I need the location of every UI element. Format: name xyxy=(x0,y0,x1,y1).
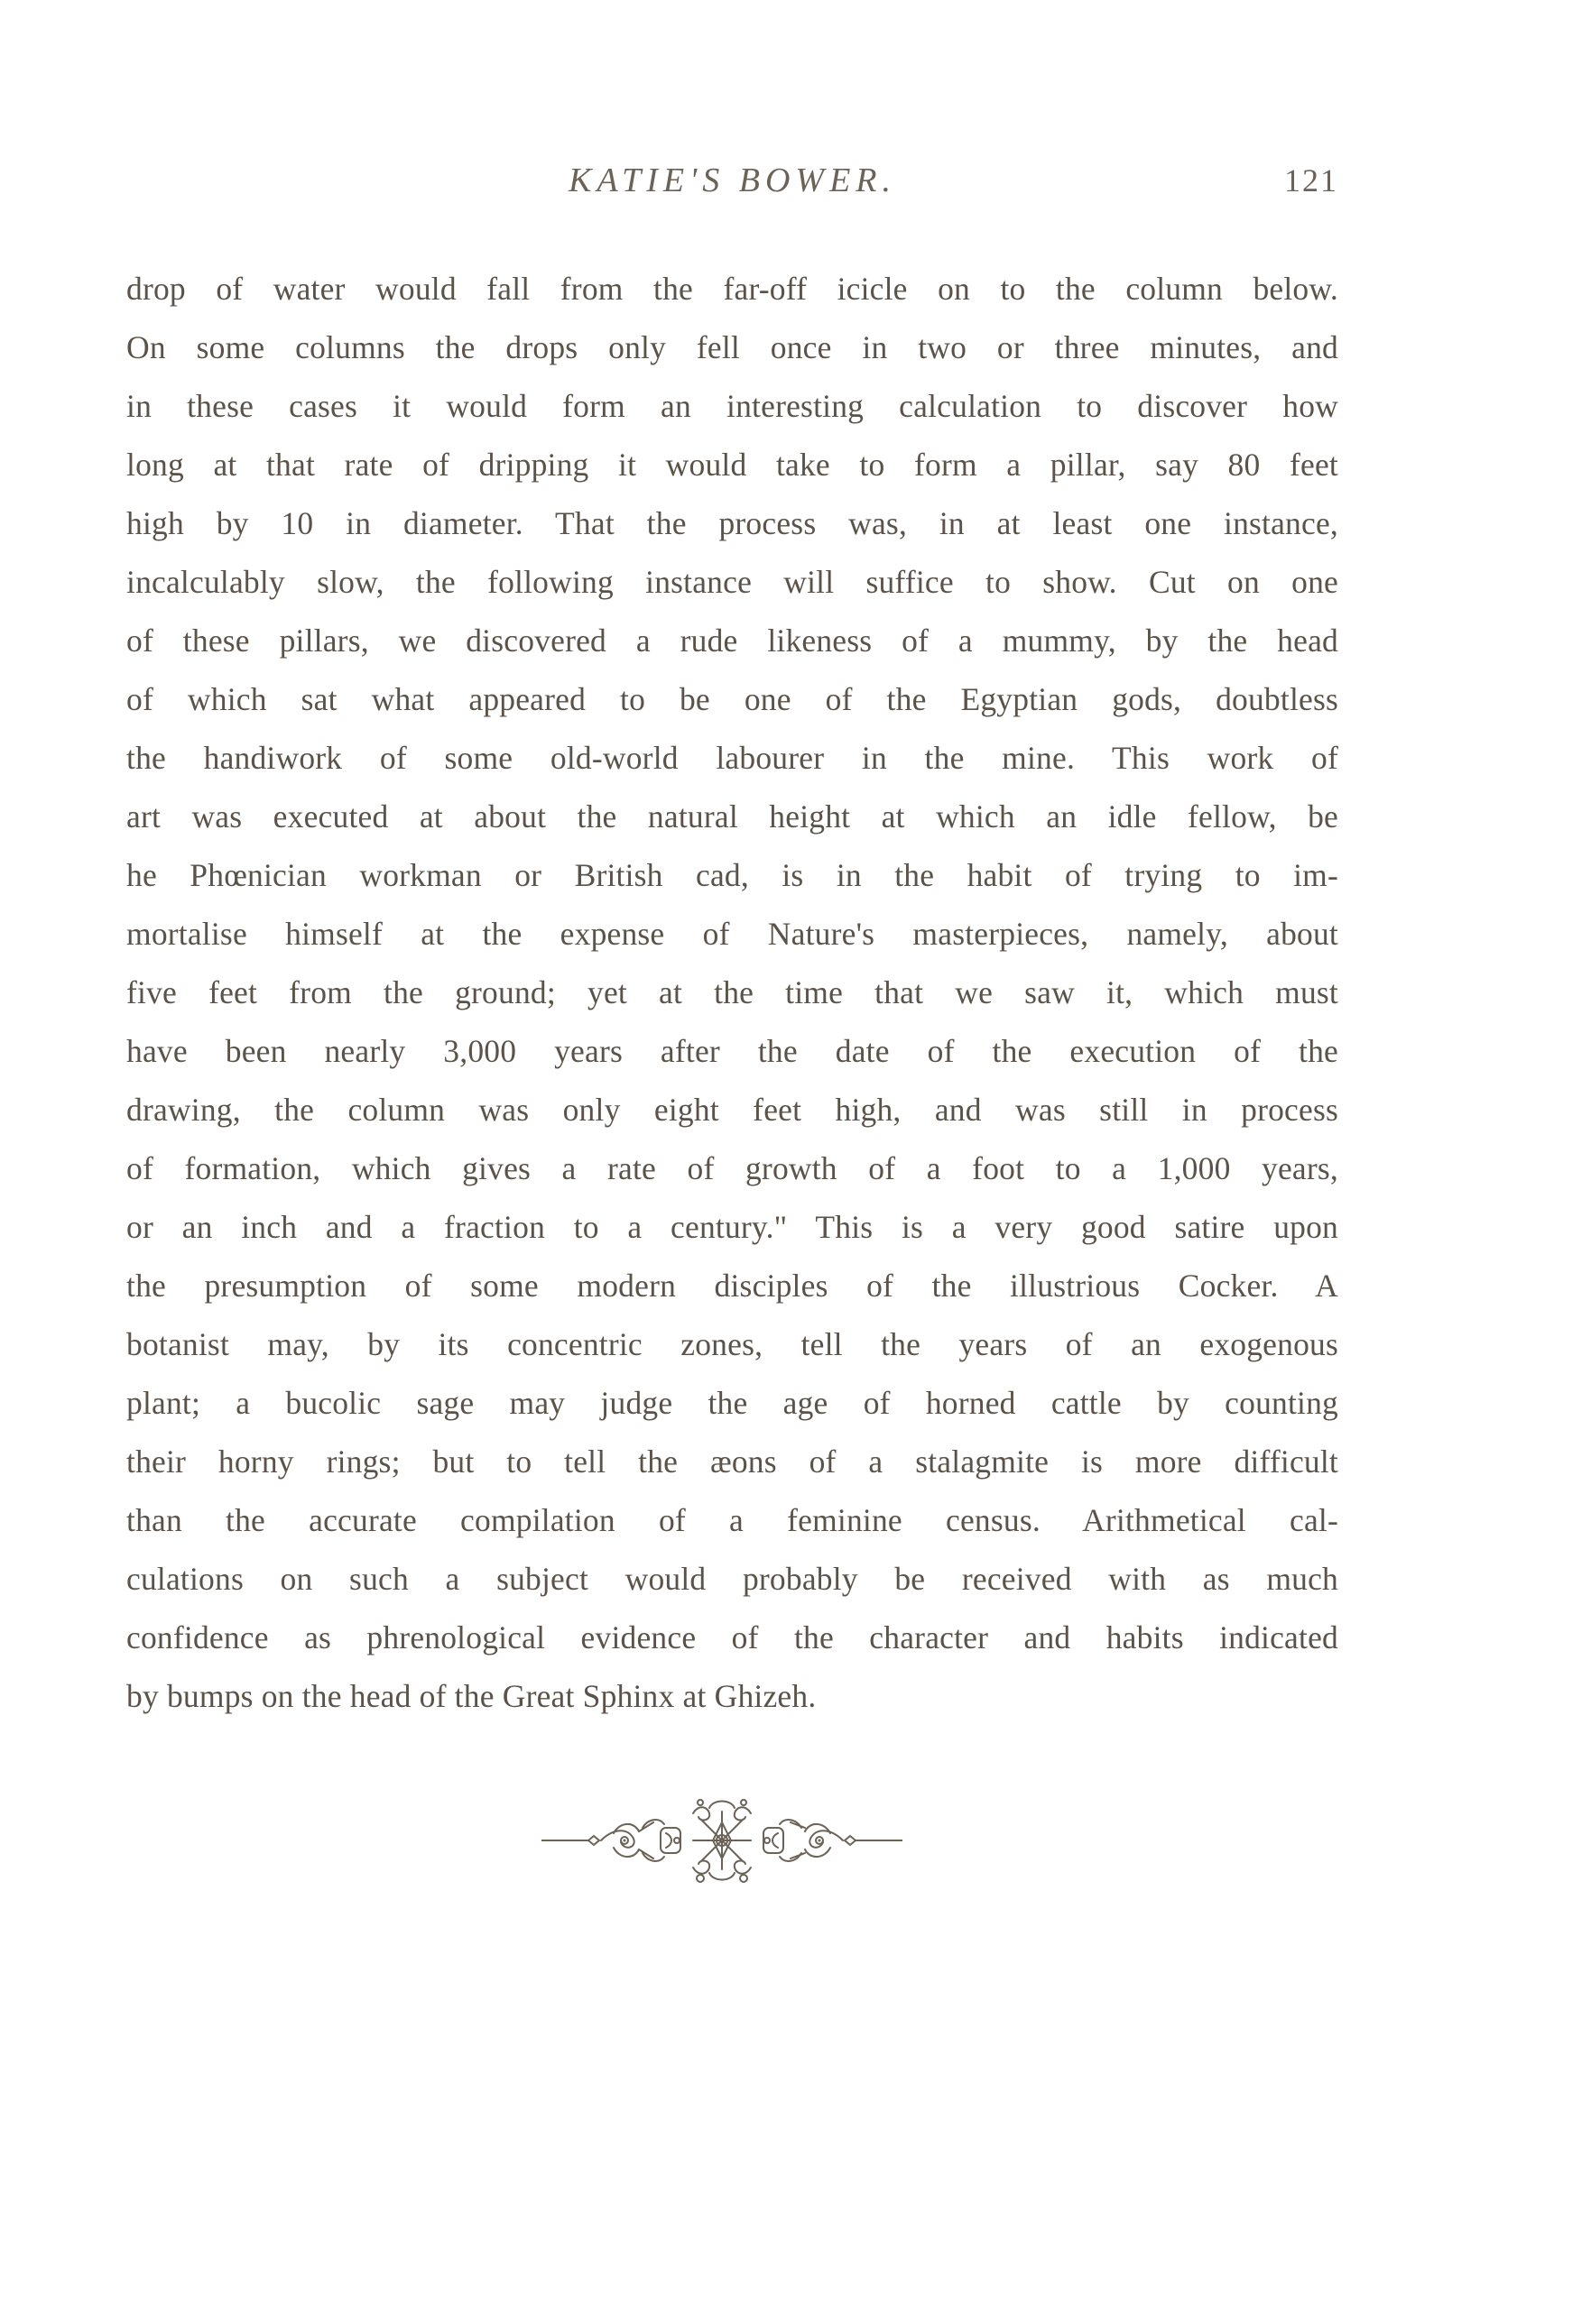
text-line: have been nearly 3,000 years after the date of the execution of the xyxy=(126,1033,1338,1069)
page-number: 121 xyxy=(1284,162,1338,198)
text-line: botanist may, by its concentric zones, tell the years of an exogenous xyxy=(126,1326,1338,1362)
text-line: drawing, the column was only eight feet high, and was still in process xyxy=(126,1092,1338,1128)
text-line: their horny rings; but to tell the æons of a stalagmite is more difficult xyxy=(126,1443,1338,1480)
decorative-tailpiece-icon xyxy=(541,1795,902,1886)
text-line: than the accurate compilation of a feminine census. Arithmetical cal- xyxy=(126,1502,1338,1538)
text-line: art was executed at about the natural height at which an idle fellow, be xyxy=(126,798,1338,835)
text-line: incalculably slow, the following instance will suffice to show. Cut on one xyxy=(126,564,1338,600)
text-line: or an inch and a fraction to a century." This is a very good satire upon xyxy=(126,1209,1338,1245)
body-paragraph xyxy=(126,260,1338,1726)
text-line: he Phœnician workman or British cad, is in the habit of trying to im- xyxy=(126,857,1338,893)
text-line: in these cases it would form an interesting calculation to discover how xyxy=(126,388,1338,424)
text-line: culations on such a subject would probably be received with as much xyxy=(126,1561,1338,1597)
text-line: the presumption of some modern disciples of the illustrious Cocker. A xyxy=(126,1268,1338,1304)
running-title: KATIE'S BOWER. xyxy=(568,161,896,199)
text-line: of these pillars, we discovered a rude likeness of a mummy, by the head xyxy=(126,622,1338,659)
text-line: drop of water would fall from the far-off icicle on to the column below. xyxy=(126,271,1338,307)
text-line: high by 10 in diameter. That the process was, in at least one instance, xyxy=(126,505,1338,541)
running-head xyxy=(126,155,1338,206)
text-line: plant; a bucolic sage may judge the age of horned cattle by counting xyxy=(126,1385,1338,1421)
text-line: by bumps on the head of the Great Sphinx at Ghizeh. xyxy=(126,1678,817,1714)
text-line: mortalise himself at the expense of Nature's masterpieces, namely, about xyxy=(126,916,1338,952)
text-line: On some columns the drops only fell once in two or three minutes, and xyxy=(126,329,1338,365)
text-line: of which sat what appeared to be one of the Egyptian gods, doubtless xyxy=(126,681,1338,717)
text-line: confidence as phrenological evidence of the character and habits indicated xyxy=(126,1619,1338,1655)
text-line: five feet from the ground; yet at the time that we saw it, which must xyxy=(126,974,1338,1010)
text-line: long at that rate of dripping it would take to form a pillar, say 80 feet xyxy=(126,447,1338,483)
text-line: the handiwork of some old-world labourer in the mine. This work of xyxy=(126,740,1338,776)
text-line: of formation, which gives a rate of growth of a foot to a 1,000 years, xyxy=(126,1150,1338,1186)
